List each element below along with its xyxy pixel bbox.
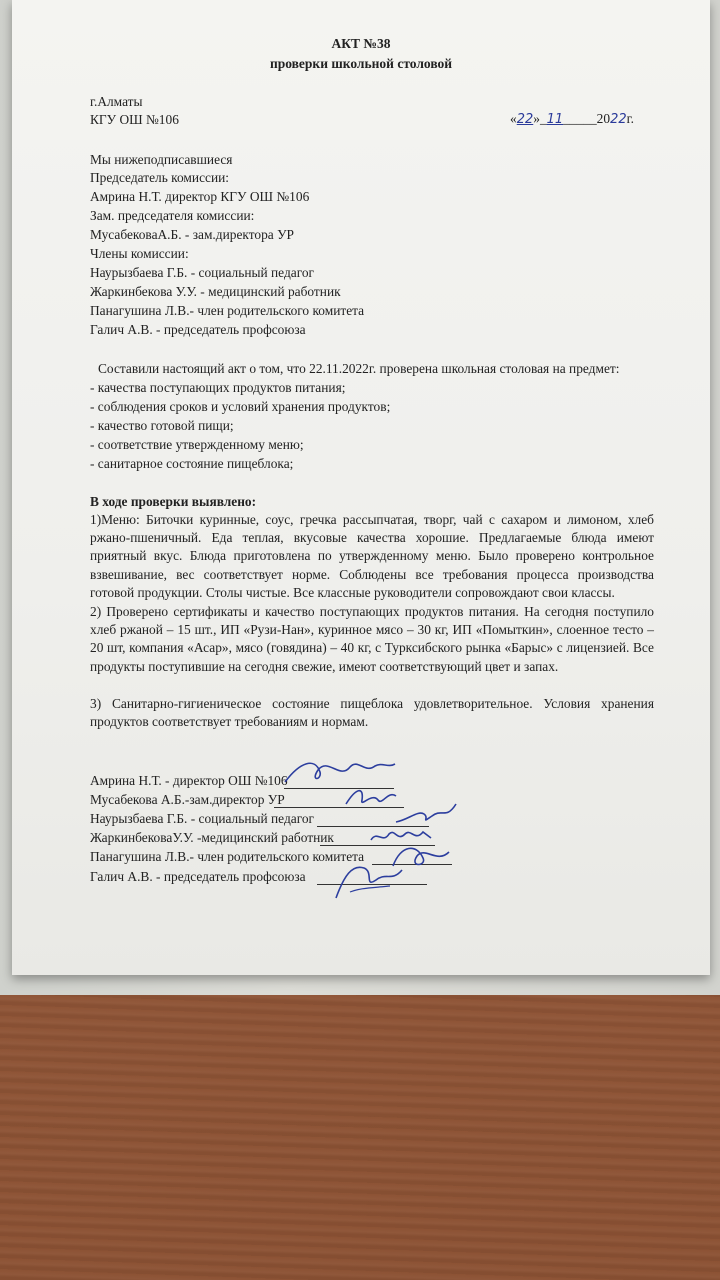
signatory-name: Галич А.В. - председатель профсоюза xyxy=(90,869,306,884)
signatory-name: Наурызбаева Г.Б. - социальный педагог xyxy=(90,811,315,826)
purpose-item: - соответствие утвержденному меню; xyxy=(90,437,304,452)
commission-member: Жаркинбекова У.У. - медицинский работник xyxy=(90,284,341,299)
purpose-item: - санитарное состояние пищеблока; xyxy=(90,456,294,471)
commission-deputy-label: Зам. председателя комиссии: xyxy=(90,208,255,223)
purpose-item: - качество готовой пищи; xyxy=(90,418,234,433)
document-page xyxy=(12,0,710,975)
commission-member: Галич А.В. - председатель профсоюза xyxy=(90,322,306,337)
document-subtitle: проверки школьной столовой xyxy=(269,56,453,71)
purpose-statement: Составили настоящий акт о том, что 22.11.2022г. проверена школьная столовая на предмет: xyxy=(98,361,620,376)
handwritten-signature xyxy=(330,858,410,902)
commission-member: Панагушина Л.В.- член родительского комитета xyxy=(90,303,365,318)
date-month: 11 xyxy=(546,112,564,127)
signatory-name: Амрина Н.Т. - директор ОШ №106 xyxy=(90,773,288,788)
date-year-prefix: _____20 xyxy=(563,111,611,126)
date-day: 22 xyxy=(516,112,534,127)
findings-paragraph-2: 2) Проверено сертификаты и качество поступающих продуктов питания. На сегодня поступило хлеб ржаной – 15 шт., ИП «Рузи-Нан», куринное мясо – 30 кг, ИП «Помыткин», слоенное тесто – 20 шт, компания «Асар», мясо (говядина) – 40 кг, с Турксибского рынка «Барыс» с лицензией. Все продукты поступившие на сегодня свежие, имеют соответствующий цвет и запах. xyxy=(90,604,654,674)
date-year: 22 xyxy=(610,112,627,127)
organization-line: КГУ ОШ №106 xyxy=(90,112,179,127)
purpose-item: - соблюдения сроков и условий хранения продуктов; xyxy=(90,399,391,414)
findings-paragraph-1: 1)Меню: Биточки куринные, соус, гречка рассыпчатая, творг, чай с сахаром и лимоном, хлеб ржано-пшеничный. Еда теплая, вкусовые качества хорошие. Предлагаемые блюда имеют приятный вкус. Блюда приготовлена по утвержденному меню. Было проверено контрольное взвешивание, вес соответствует норме. Соблюдены все требования процесса производства готовой продукции. Столы чистые. Все классные руководители сопровождают свои классы. xyxy=(90,512,654,600)
signatory-name: ЖаркинбековаУ.У. -медицинский работник xyxy=(90,830,334,845)
signatory-name: Мусабекова А.Б.-зам.директор УР xyxy=(90,792,285,807)
findings-heading: В ходе проверки выявлено: xyxy=(90,494,257,509)
findings-paragraph-3: 3) Санитарно-гигиеническое состояние пищеблока удовлетворительное. Условия хранения продуктов соответствует требованиям и нормам. xyxy=(90,696,654,730)
purpose-item: - качества поступающих продуктов питания; xyxy=(90,380,346,395)
signatory-name: Панагушина Л.В.- член родительского комитета xyxy=(90,849,365,864)
date-quote-open: « xyxy=(510,111,517,126)
commission-intro: Мы нижеподписавшиеся xyxy=(90,152,233,167)
commission-chair: Амрина Н.Т. директор КГУ ОШ №106 xyxy=(90,189,310,204)
commission-member: Наурызбаева Г.Б. - социальный педагог xyxy=(90,265,315,280)
commission-chair-label: Председатель комиссии: xyxy=(90,170,230,185)
city-line: г.Алматы xyxy=(90,94,143,109)
document-title: АКТ №38 xyxy=(331,36,391,51)
date-quote-close: »_ xyxy=(533,111,547,126)
commission-members-label: Члены комиссии: xyxy=(90,246,189,261)
document-date xyxy=(510,111,634,127)
date-suffix: г. xyxy=(626,111,634,126)
commission-deputy: МусабековаА.Б. - зам.директора УР xyxy=(90,227,295,242)
